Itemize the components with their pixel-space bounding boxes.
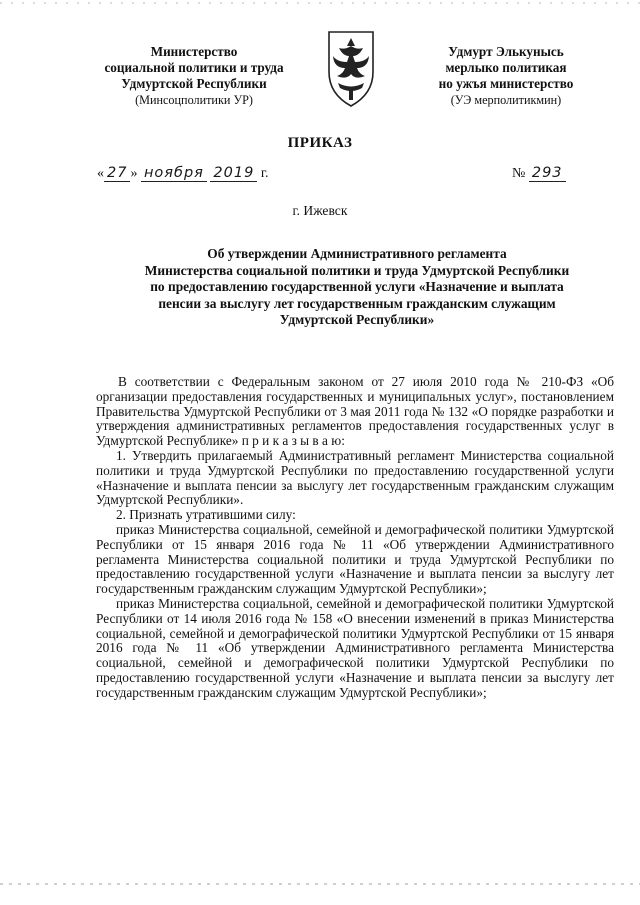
scan-noise-top — [0, 2, 640, 4]
ministry-name-line: социальной политики и труда — [104, 60, 284, 75]
date-day-handwritten: 27 — [104, 165, 130, 182]
subject-line: пенсии за выслугу лет государственным гражданским служащим — [158, 295, 556, 311]
coat-of-arms-icon — [325, 28, 377, 108]
city-location: г. Ижевск — [292, 203, 348, 218]
date-close-quote: » — [130, 166, 138, 181]
body-paragraph: приказ Министерства социальной, семейной и демографической политики Удмуртской Республики от 14 июля 2016 года № 158 «О внесении изменений в приказ Министерства социальной, семейной и демографической политики Удмуртской Республики от 15 января 2016 года № 11 «Об утверждении Административного регламента Министерства социальной, семейной и демографической политики Удмуртской Республики по предоставлению государственной услуги «Назначение и выплата пенсии за выслугу лет государственным гражданским служащим Удмуртской Республики»; — [96, 595, 614, 700]
body-paragraph: 2. Признать утратившими силу: — [116, 507, 296, 523]
ministry-abbreviation: (УЭ мерполитикмин) — [450, 93, 562, 107]
date-year-handwritten: 2019 — [210, 165, 257, 182]
subject-line: Об утверждении Административного регламента — [207, 246, 507, 261]
number-prefix: № — [512, 166, 526, 181]
document-type-title: ПРИКАЗ — [287, 135, 353, 151]
order-date — [97, 165, 268, 182]
ministry-name-line: мерлыко политикая — [445, 60, 567, 75]
ministry-name-line: но ужъя министерство — [438, 76, 574, 91]
order-body-text — [96, 375, 614, 701]
body-paragraph: приказ Министерства социальной, семейной и демографической политики Удмуртской Республики от 15 января 2016 года № 11 «Об утверждении Административного регламента Министерства социальной политики и труда Удмуртской Республики по предоставлению государственной услуги «Назначение и выплата пенсии за выслугу лет государственным гражданским служащим Удмуртской Республики»; — [96, 521, 614, 597]
ministry-name-line: Удмуртской Республики — [121, 76, 267, 91]
body-paragraph: 1. Утвердить прилагаемый Административный регламент Министерства социальной политики и труда Удмуртской Республики по предоставлению государственной услуги «Назначение и выплата пенсии за выслугу лет государственным гражданским служащим Удмуртской Республики». — [96, 447, 614, 508]
ministry-header-russian — [86, 44, 302, 108]
subject-line: Министерства социальной политики и труда Удмуртской Республики — [144, 262, 570, 278]
date-year-suffix: г. — [260, 166, 269, 181]
subject-line: по предоставлению государственной услуги «Назначение и выплата — [150, 279, 564, 295]
subject-line: Удмуртской Республики» — [279, 312, 435, 328]
date-month-handwritten: ноября — [141, 165, 207, 182]
ministry-header-udmurt — [400, 44, 612, 108]
order-subject-heading — [96, 246, 618, 329]
ministry-name-line: Министерство — [150, 44, 238, 59]
ministry-name-line: Удмурт Элькунысь — [448, 44, 564, 59]
order-number — [512, 165, 566, 182]
ministry-abbreviation: (Минсоцполитики УР) — [135, 93, 253, 107]
date-open-quote: « — [97, 166, 104, 181]
scan-noise-bottom — [0, 883, 640, 885]
body-paragraph: В соответствии с Федеральным законом от 27 июля 2010 года № 210-ФЗ «Об организации предоставления государственных и муниципальных услуг», постановлением Правительства Удмуртской Республики от 3 мая 2011 года № 132 «О порядке разработки и утверждения административных регламентов предоставления государственных услуг в Удмуртской Республике» п р и к а з ы в а ю: — [96, 374, 614, 449]
number-handwritten: 293 — [529, 165, 566, 182]
